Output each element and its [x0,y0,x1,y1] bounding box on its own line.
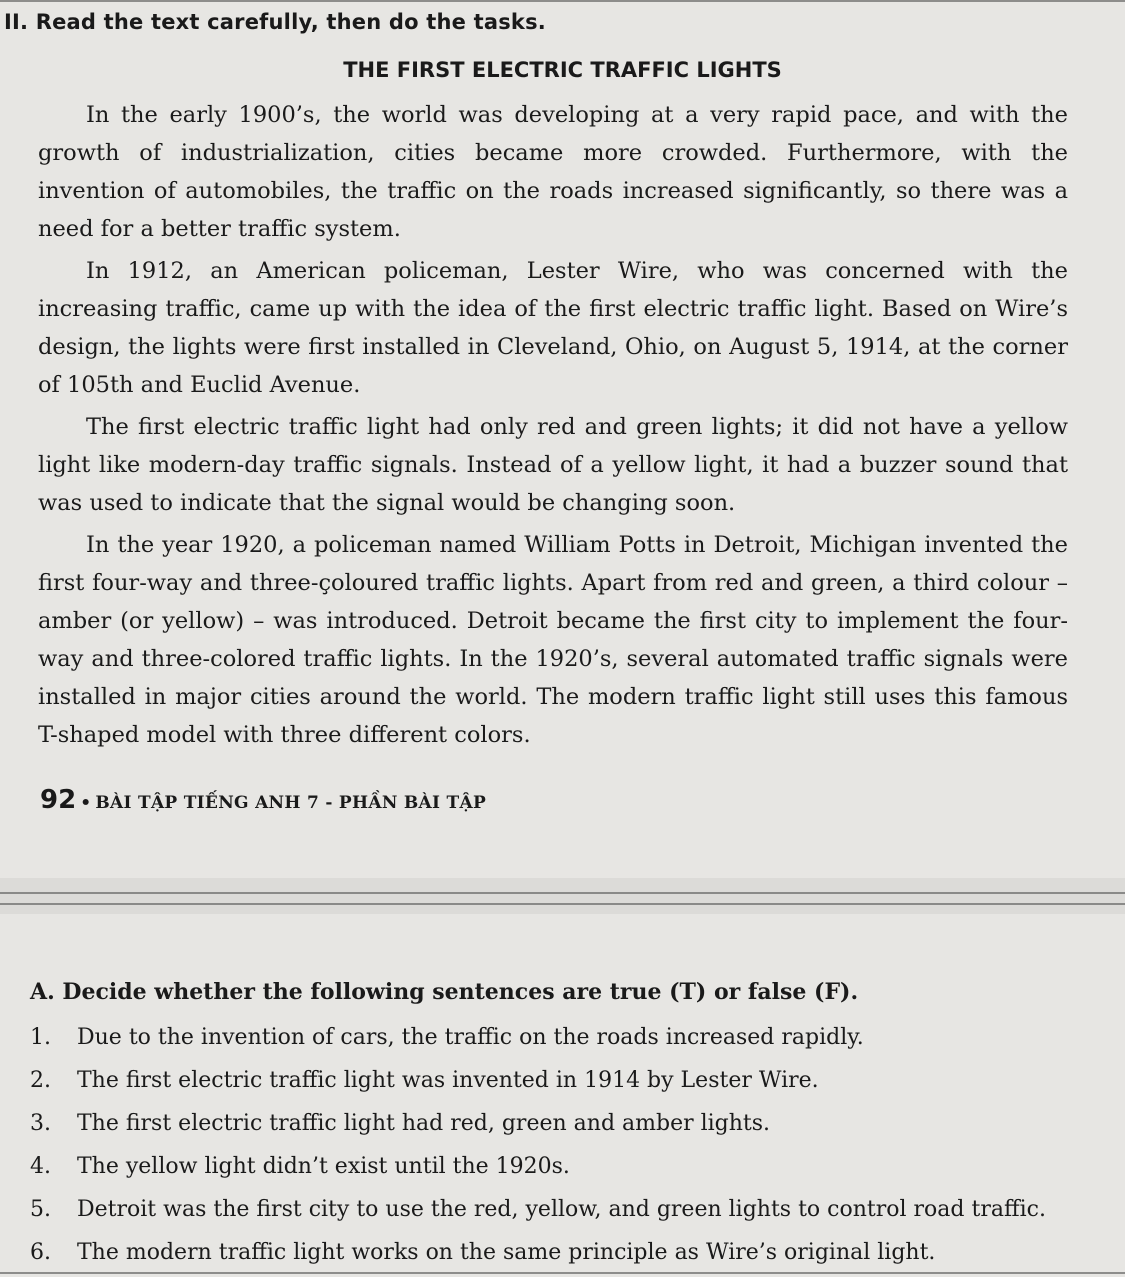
item-number: 4. [30,1154,51,1179]
task-a-heading: A. Decide whether the following sentences are true (T) or false (F). [30,979,859,1005]
footer-separator: • [80,793,92,813]
book-title: BÀI TẬP TIẾNG ANH 7 - PHẦN BÀI TẬP [95,793,487,813]
item-text: The modern traffic light works on the same principle as Wire’s original light. [77,1240,936,1265]
article-body [38,96,1068,758]
list-item [30,1105,1100,1148]
item-number: 3. [30,1111,51,1136]
article-paragraph: In 1912, an American policeman, Lester Wire, who was concerned with the increasing traffic, came up with the idea of the first electric traffic light. Based on Wire’s design, the lights were first installed in Cleveland, Ohio, on August 5, 1914, at the corner of 105th and Euclid Avenue. [38,258,1068,398]
page-gap-divider [0,903,1125,905]
page-footer [40,785,486,815]
page-number: 92 [40,785,77,815]
page-gap [0,878,1125,914]
item-text: Due to the invention of cars, the traffic on the roads increased rapidly. [77,1025,864,1050]
item-number: 5. [30,1197,51,1222]
article-paragraph: The first electric traffic light had only red and green lights; it did not have a yellow light like modern-day traffic signals. Instead of a yellow light, it had a buzzer sound that was used to indicate that the signal would be changing soon. [38,414,1068,516]
list-item [30,1191,1100,1234]
item-number: 2. [30,1068,51,1093]
item-text: Detroit was the first city to use the red, yellow, and green lights to control road traffic. [77,1197,1046,1222]
item-text: The yellow light didn’t exist until the 1920s. [77,1154,570,1179]
item-number: 1. [30,1025,51,1050]
task-a-list [30,1019,1100,1277]
list-item [30,1234,1100,1277]
list-item [30,1019,1100,1062]
article-paragraph: In the early 1900’s, the world was developing at a very rapid pace, and with the growth of industrialization, cities became more crowded. Furthermore, with the invention of automobiles, the traffic on the roads increased significantly, so there was a need for a better traffic system. [38,102,1068,242]
article-title: THE FIRST ELECTRIC TRAFFIC LIGHTS [343,58,782,82]
section-heading: II. Read the text carefully, then do the tasks. [4,10,546,34]
page-gap-divider [0,892,1125,894]
top-divider [0,0,1125,2]
list-item [30,1148,1100,1191]
bottom-divider [0,1272,1125,1274]
article-paragraph: In the year 1920, a policeman named William Potts in Detroit, Michigan invented the first four-way and three-çoloured traffic lights. Apart from red and green, a third colour – amber (or yellow) – was introduced. Detroit became the first city to implement the four-way and three-colored traffic lights. In the 1920’s, several automated traffic signals were installed in major cities around the world. The modern traffic light still uses this famous T-shaped model with three different colors. [38,532,1068,748]
list-item [30,1062,1100,1105]
item-text: The first electric traffic light had red, green and amber lights. [77,1111,771,1136]
item-text: The first electric traffic light was invented in 1914 by Lester Wire. [77,1068,819,1093]
item-number: 6. [30,1240,51,1265]
